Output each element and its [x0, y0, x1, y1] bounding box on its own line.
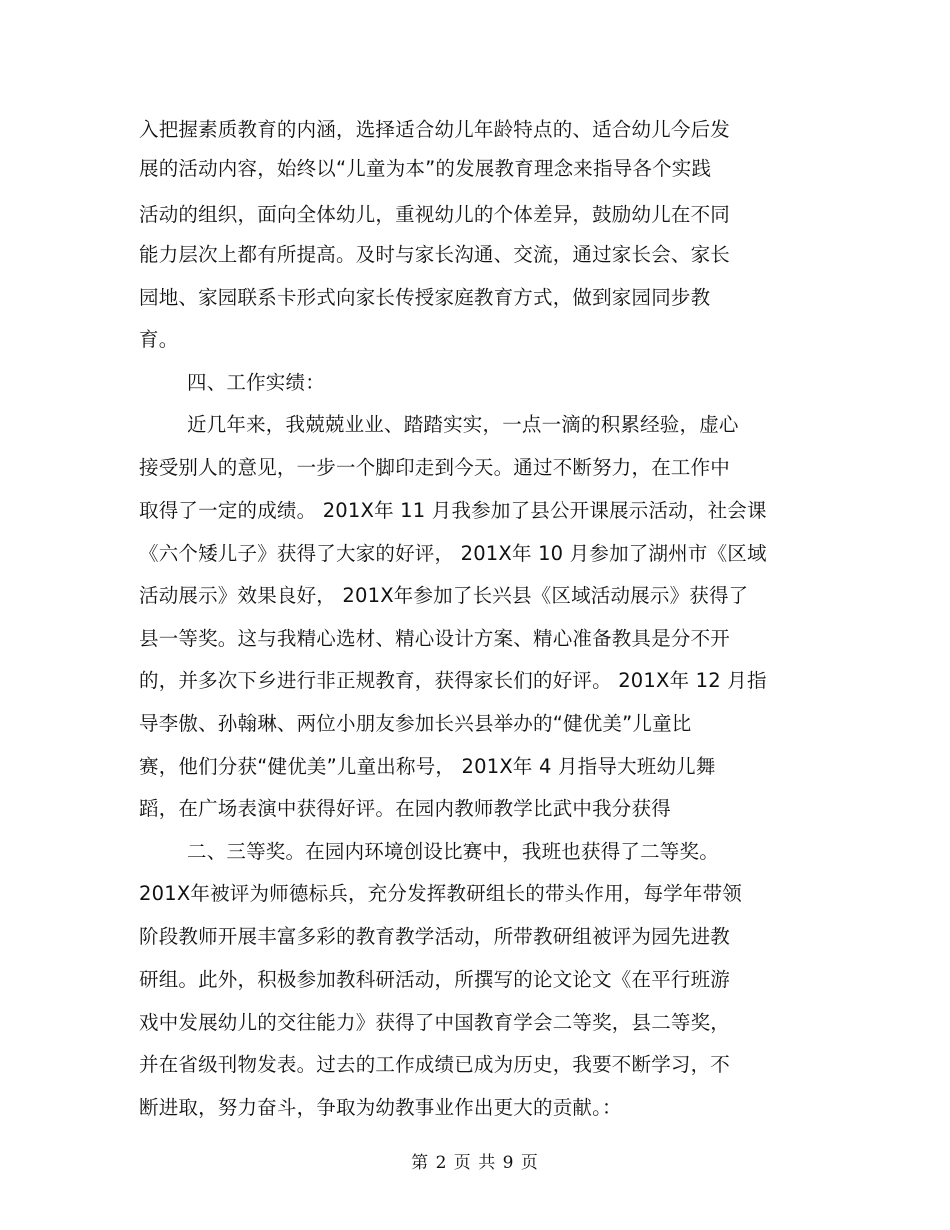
page-number-footer: 第 2 页 共 9 页	[411, 1153, 539, 1173]
text-line: 并在省级刊物发表。过去的工作成绩已成为历史，我要不断学习，不	[139, 1053, 731, 1076]
text-line: 接受别人的意见，一步一个脚印走到今天。通过不断努力，在工作中	[139, 456, 731, 479]
text-line: 二、三等奖。在园内环境创设比赛中，我班也获得了二等奖。	[187, 840, 719, 863]
text-line: 入把握素质教育的内涵，选择适合幼儿年龄特点的、适合幼儿今后发	[139, 118, 731, 141]
text-line: 园地、家园联系卡形式向家长传授家庭教育方式，做到家园同步教	[139, 286, 711, 309]
text-line: 蹈，在广场表演中获得好评。在园内教师教学比武中我分获得	[139, 797, 671, 820]
text-line: 201X年被评为师德标兵，充分发挥教研组长的带头作用，每学年带领	[139, 882, 742, 905]
text-line: 研组。此外，积极参加教科研活动，所撰写的论文论文《在平行班游	[139, 968, 731, 991]
text-line: 取得了一定的成绩。 201X年 11 月我参加了县公开课展示活动，社会课	[139, 499, 767, 522]
text-line: 近几年来，我兢兢业业、踏踏实实，一点一滴的积累经验，虚心	[187, 413, 739, 436]
text-line: 戏中发展幼儿的交往能力》获得了中国教育学会二等奖，县二等奖，	[139, 1011, 731, 1034]
text-line: 赛，他们分获“健优美”儿童出称号， 201X年 4 月指导大班幼儿舞	[139, 755, 716, 778]
text-line: 活动的组织，面向全体幼儿，重视幼儿的个体差异，鼓励幼儿在不同	[139, 203, 731, 226]
text-line: 县一等奖。这与我精心选材、精心设计方案、精心准备教具是分不开	[139, 627, 731, 650]
text-line: 导李傲、孙翰琳、两位小朋友参加长兴县举办的“健优美”儿童比	[139, 712, 692, 735]
text-line: 的，并多次下乡进行非正规教育，获得家长们的好评。 201X年 12 月指	[139, 669, 767, 692]
text-line: 活动展示》效果良好， 201X年参加了长兴县《区域活动展示》获得了	[139, 584, 749, 607]
text-line: 《六个矮儿子》获得了大家的好评， 201X年 10 月参加了湖州市《区域	[139, 542, 767, 565]
text-line: 展的活动内容，始终以“儿童为本”的发展教育理念来指导各个实践	[139, 157, 712, 180]
text-line: 育。	[139, 328, 179, 351]
text-line: 断进取，努力奋斗，争取为幼教事业作出更大的贡献。：	[139, 1096, 622, 1119]
section-heading: 四、工作实绩：	[187, 371, 325, 394]
text-line: 能力层次上都有所提高。及时与家长沟通、交流，通过家长会、家长	[139, 243, 731, 266]
text-line: 阶段教师开展丰富多彩的教育教学活动，所带教研组被评为园先进教	[139, 925, 731, 948]
